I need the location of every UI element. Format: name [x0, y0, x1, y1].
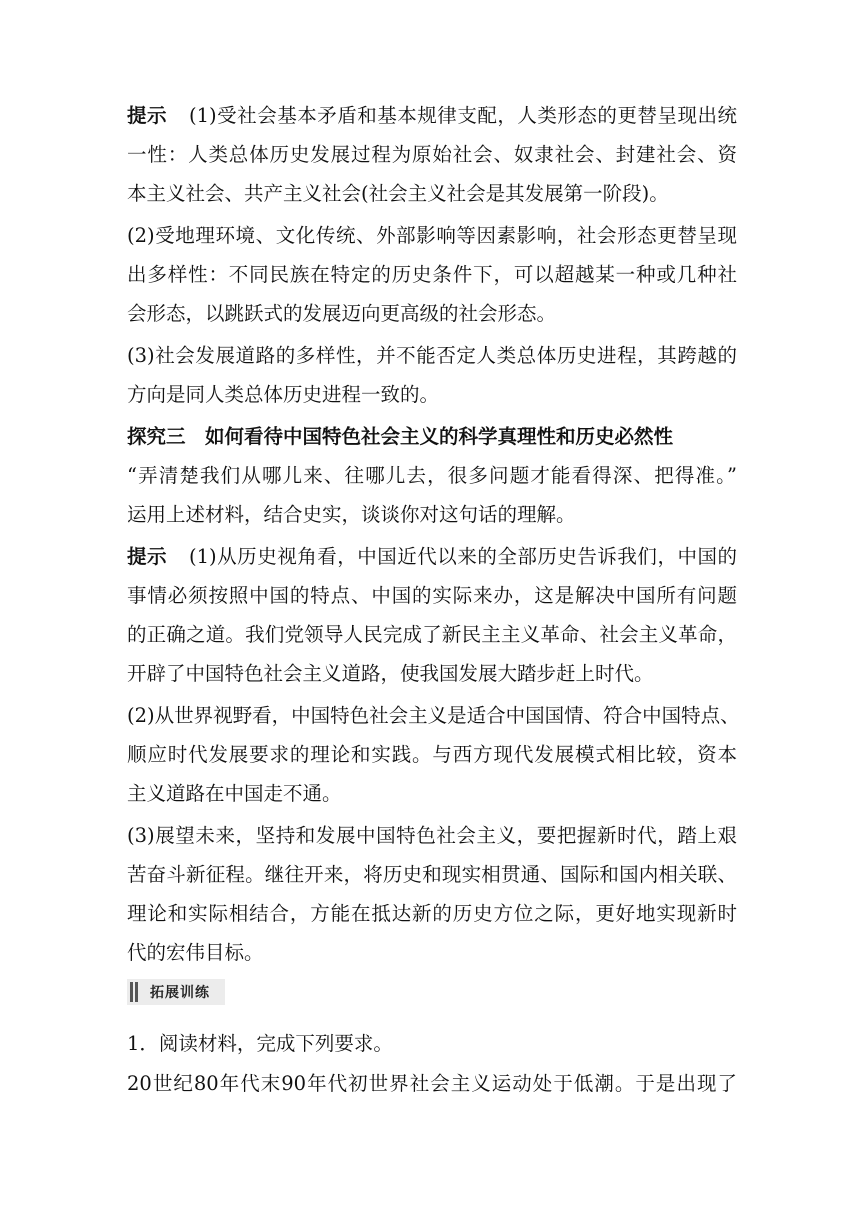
text-line: (3)展望未来，坚持和发展中国特色社会主义，要把握新时代，踏上艰 — [127, 824, 737, 847]
exercise-question: 1．阅读材料，完成下列要求。 — [127, 1032, 393, 1055]
text-line: 的正确之道。我们党领导人民完成了新民主主义革命、社会主义革命， — [127, 623, 737, 646]
text-line: (2)受地理环境、文化传统、外部影响等因素影响，社会形态更替呈现 — [127, 224, 737, 247]
question-text: 运用上述材料，结合史实，谈谈你对这句话的理解。 — [127, 503, 576, 526]
text-line: 提示 (1)受社会基本矛盾和基本规律支配，人类形态的更替呈现出统 — [127, 104, 737, 127]
text-line: 苦奋斗新征程。继往开来，将历史和现实相贯通、国际和国内相关联、 — [127, 863, 737, 886]
text-line: 本主义社会、共产主义社会(社会主义社会是其发展第一阶段)。 — [127, 182, 669, 205]
text-line: 方向是同人类总体历史进程一致的。 — [127, 383, 440, 406]
section-title: 探究三 如何看待中国特色社会主义的科学真理性和历史必然性 — [127, 425, 674, 448]
text-line: 主义道路在中国走不通。 — [127, 782, 342, 805]
text-line: (3)社会发展道路的多样性，并不能否定人类总体历史进程，其跨越的 — [127, 344, 737, 367]
text-line: 出多样性：不同民族在特定的历史条件下，可以超越某一种或几种社 — [127, 263, 737, 286]
text-line: 一性：人类总体历史发展过程为原始社会、奴隶社会、封建社会、资 — [127, 143, 737, 166]
hint-label: 提示 — [127, 545, 168, 568]
exercise-material: 20世纪80年代末90年代初世界社会主义运动处于低潮。于是出现了 — [127, 1072, 737, 1095]
text-line: 顺应时代发展要求的理论和实践。与西方现代发展模式相比较，资本 — [127, 743, 737, 766]
extension-training-badge — [127, 979, 225, 1005]
question-text: “弄清楚我们从哪儿来、往哪儿去，很多问题才能看得深、把得准。” — [127, 464, 737, 487]
hint-label: 提示 — [127, 104, 168, 127]
text-line: 事情必须按照中国的特点、中国的实际来办，这是解决中国所有问题 — [127, 584, 737, 607]
badge-bar-icon — [130, 982, 133, 1002]
badge-bar-icon — [135, 982, 138, 1002]
text-line: 代的宏伟目标。 — [127, 941, 264, 964]
text-line: 提示 (1)从历史视角看，中国近代以来的全部历史告诉我们，中国的 — [127, 545, 737, 568]
text-line: 开辟了中国特色社会主义道路，使我国发展大踏步赶上时代。 — [127, 662, 654, 685]
text-line: 会形态，以跳跃式的发展迈向更高级的社会形态。 — [127, 302, 557, 325]
text-line: (2)从世界视野看，中国特色社会主义是适合中国国情、符合中国特点、 — [127, 704, 740, 727]
badge-label: 拓展训练 — [150, 985, 210, 1001]
text-line: 理论和实际相结合，方能在抵达新的历史方位之际，更好地实现新时 — [127, 902, 737, 925]
